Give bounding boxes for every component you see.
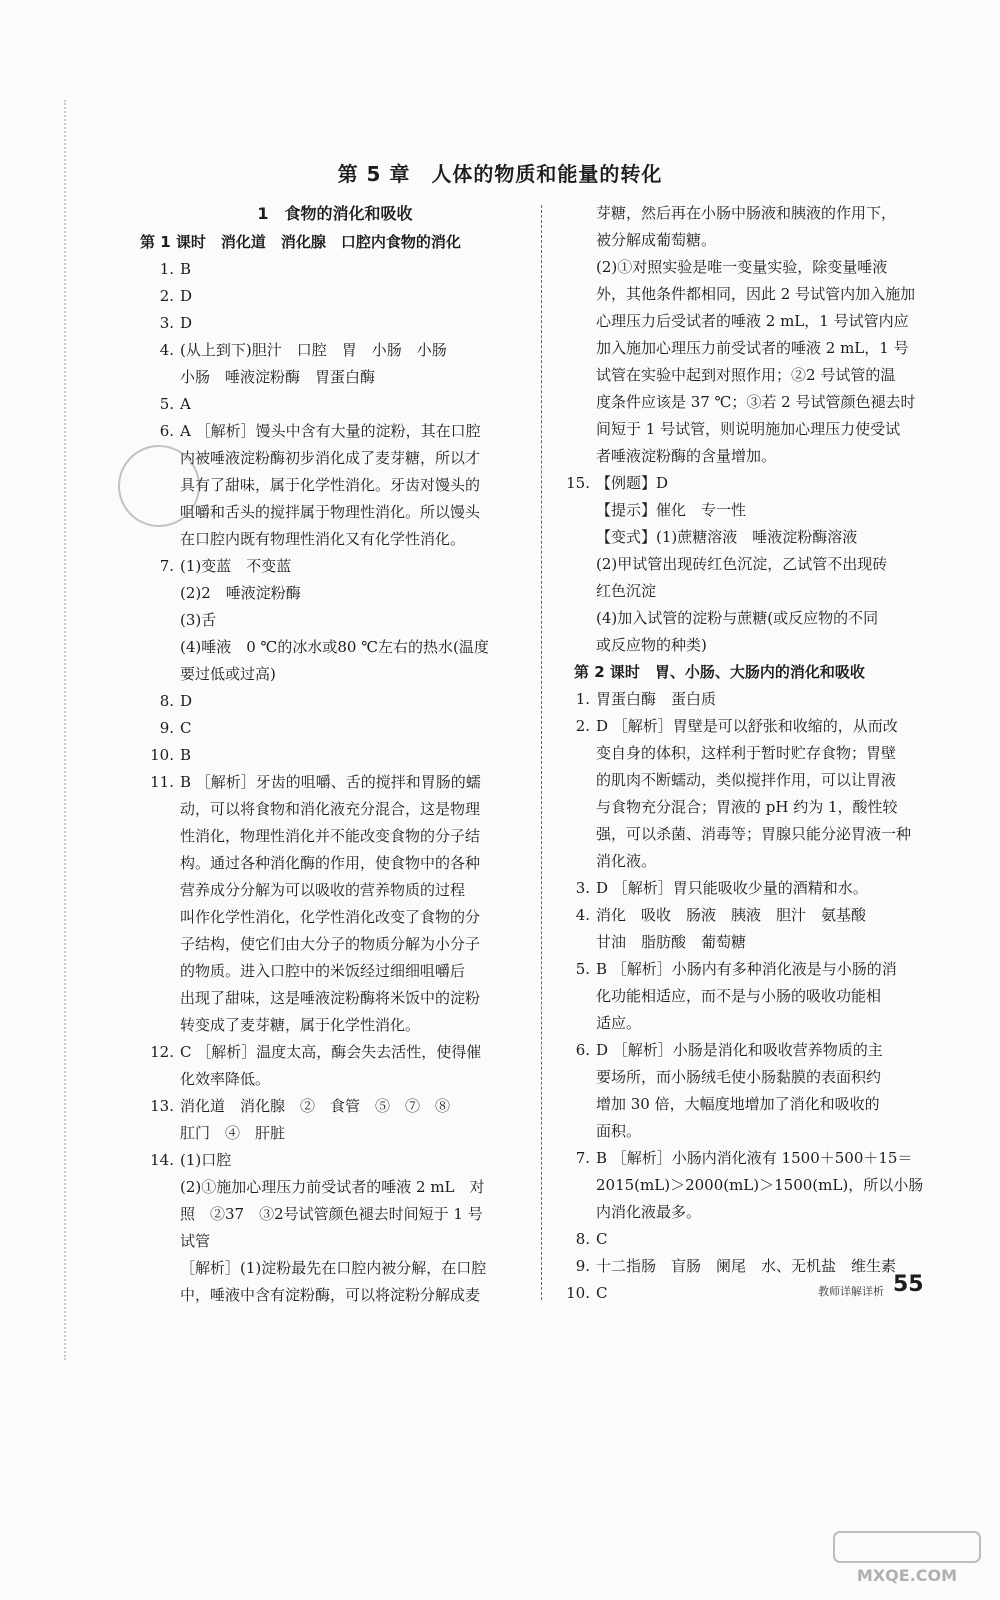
answer-number: 2. xyxy=(159,287,174,305)
answer-item xyxy=(556,686,956,713)
continued-line: 芽糖，然后再在小肠中肠液和胰液的作用下， xyxy=(596,204,897,222)
answer-line: 甘油 脂肪酸 葡萄糖 xyxy=(596,933,747,951)
answer-line: (4)加入试管的淀粉与蔗糖(或反应物的不同 xyxy=(596,609,879,627)
answer-line: 具有了甜味，属于化学性消化。牙齿对馒头的 xyxy=(180,476,481,494)
lesson-title: 第 2 课时 胃、小肠、大肠内的消化和吸收 xyxy=(574,663,865,681)
answer-line: 营养成分分解为可以吸收的营养物质的过程 xyxy=(180,881,466,899)
answer-number: 4. xyxy=(159,341,174,359)
answer-item xyxy=(556,1226,956,1253)
answer-item xyxy=(556,956,956,1037)
answer-line: ［解析］(1)淀粉最先在口腔内被分解，在口腔 xyxy=(180,1259,487,1277)
answer-number: 8. xyxy=(159,692,174,710)
answer-item xyxy=(140,742,530,769)
continued-line: 心理压力后受试者的唾液 2 mL，1 号试管内应 xyxy=(596,312,909,330)
answer-number: 7. xyxy=(159,557,174,575)
answer-item xyxy=(556,470,956,659)
answer-number: 5. xyxy=(159,395,174,413)
scan-edge-marks xyxy=(64,100,72,1360)
answer-line: 的物质。进入口腔中的米饭经过细细咀嚼后 xyxy=(180,962,466,980)
chapter-title: 第 5 章 人体的物质和能量的转化 xyxy=(337,162,663,186)
answer-line: 要场所，而小肠绒毛使小肠黏膜的表面积约 xyxy=(596,1068,882,1086)
answer-text xyxy=(596,902,956,956)
answer-line: 内消化液最多。 xyxy=(596,1203,702,1221)
answer-line: (2)2 唾液淀粉酶 xyxy=(180,584,301,602)
answer-item xyxy=(140,310,530,337)
answer-line: 出现了甜味，这是唾液淀粉酶将米饭中的淀粉 xyxy=(180,989,481,1007)
answer-number: 6. xyxy=(159,422,174,440)
answer-text: D xyxy=(180,287,193,305)
answer-text: A xyxy=(180,395,191,413)
answer-text xyxy=(596,956,956,1037)
answer-line: 【例题】D xyxy=(596,474,669,492)
answer-line: 与食物充分混合；胃液的 pH 约为 1，酸性较 xyxy=(596,798,898,816)
answer-number: 15. xyxy=(566,474,590,492)
answer-item xyxy=(556,1037,956,1145)
answer-line: 化效率降低。 xyxy=(180,1070,271,1088)
answer-item xyxy=(556,1145,956,1226)
answer-item xyxy=(140,715,530,742)
answer-item xyxy=(140,769,530,1039)
answer-line: 在口腔内既有物理性消化又有化学性消化。 xyxy=(180,530,466,548)
answer-text xyxy=(180,337,530,391)
answer-item xyxy=(556,902,956,956)
answer-line: 的肌肉不断蠕动，类似搅拌作用，可以让胃液 xyxy=(596,771,897,789)
continued-line: 被分解成葡萄糖。 xyxy=(596,231,717,249)
answer-number: 1. xyxy=(159,260,174,278)
answer-text: D xyxy=(180,692,193,710)
answer-number: 5. xyxy=(575,960,590,978)
answer-line: 【变式】(1)蔗糖溶液 唾液淀粉酶溶液 xyxy=(596,528,858,546)
answer-line: 适应。 xyxy=(596,1014,642,1032)
answer-number: 8. xyxy=(575,1230,590,1248)
answer-item xyxy=(140,1093,530,1147)
answer-text xyxy=(180,769,530,1039)
section-title: 1 食物的消化和吸收 xyxy=(257,204,413,223)
answer-number: 13. xyxy=(150,1097,174,1115)
continued-line: 加入施加心理压力前受试者的唾液 2 mL，1 号 xyxy=(596,339,909,357)
answer-number: 11. xyxy=(150,773,174,791)
answer-line: 要过低或过高) xyxy=(180,665,276,683)
answer-number: 4. xyxy=(575,906,590,924)
answer-number: 10. xyxy=(150,746,174,764)
answer-text xyxy=(596,1037,956,1145)
answer-text: B xyxy=(180,260,192,278)
continued-line: 者唾液淀粉酶的含量增加。 xyxy=(596,447,777,465)
answer-line: A ［解析］馒头中含有大量的淀粉，其在口腔 xyxy=(180,422,481,440)
answer-line: 增加 30 倍，大幅度地增加了消化和吸收的 xyxy=(596,1095,880,1113)
answer-text xyxy=(596,1145,956,1226)
answer-text: D ［解析］胃只能吸收少量的酒精和水。 xyxy=(596,879,868,897)
answer-line: 子结构，使它们由大分子的物质分解为小分子 xyxy=(180,935,481,953)
answer-line: 照 ②37 ③2号试管颜色褪去时间短于 1 号 xyxy=(180,1205,483,1223)
continued-line: (2)①对照实验是唯一变量实验，除变量唾液 xyxy=(596,258,888,276)
answer-line: (1)变蓝 不变蓝 xyxy=(180,557,292,575)
answer-line: 消化 吸收 肠液 胰液 胆汁 氨基酸 xyxy=(596,906,867,924)
answer-item xyxy=(140,688,530,715)
answer-number: 9. xyxy=(575,1257,590,1275)
answer-text: B xyxy=(180,746,192,764)
answer-line: B ［解析］小肠内有多种消化液是与小肠的消 xyxy=(596,960,897,978)
answer-item xyxy=(556,713,956,875)
answer-number: 10. xyxy=(566,1284,590,1302)
answer-line: 性消化，物理性消化并不能改变食物的分子结 xyxy=(180,827,481,845)
answer-line: 红色沉淀 xyxy=(596,582,657,600)
answer-line: (2)甲试管出现砖红色沉淀，乙试管不出现砖 xyxy=(596,555,888,573)
answer-text xyxy=(180,1039,530,1093)
answer-line: (3)舌 xyxy=(180,611,217,629)
answer-item xyxy=(140,391,530,418)
answer-line: 消化道 消化腺 ② 食管 ⑤ ⑦ ⑧ xyxy=(180,1097,451,1115)
answer-line: 中，唾液中含有淀粉酶，可以将淀粉分解成麦 xyxy=(180,1286,481,1304)
answer-number: 3. xyxy=(575,879,590,897)
answer-text xyxy=(180,1147,530,1309)
answer-line: 小肠 唾液淀粉酶 胃蛋白酶 xyxy=(180,368,376,386)
continued-line: 外，其他条件都相同，因此 2 号试管内加入施加 xyxy=(596,285,916,303)
column-divider xyxy=(541,205,542,1300)
continued-line: 度条件应该是 37 ℃；③若 2 号试管颜色褪去时 xyxy=(596,393,916,411)
answer-item xyxy=(140,1039,530,1093)
answer-text: 胃蛋白酶 蛋白质 xyxy=(596,690,717,708)
answer-line: 肛门 ④ 肝脏 xyxy=(180,1124,286,1142)
lesson-title: 第 1 课时 消化道 消化腺 口腔内食物的消化 xyxy=(140,233,461,251)
footer-label: 教师详解详析 xyxy=(818,1285,884,1298)
answer-text xyxy=(180,1093,530,1147)
answer-item xyxy=(140,337,530,391)
answer-line: (4)唾液 0 ℃的冰水或80 ℃左右的热水(温度 xyxy=(180,638,489,656)
left-column xyxy=(140,200,530,1309)
answer-text xyxy=(180,553,530,688)
answer-number: 12. xyxy=(150,1043,174,1061)
answer-text: C xyxy=(596,1230,608,1248)
answer-text xyxy=(596,713,956,875)
answer-line: 咀嚼和舌头的搅拌属于物理性消化。所以馒头 xyxy=(180,503,481,521)
watermark-text: MXQE.COM xyxy=(856,1566,958,1585)
continued-line: 间短于 1 号试管，则说明施加心理压力使受试 xyxy=(596,420,901,438)
page-number: 55 xyxy=(893,1272,924,1297)
answer-item xyxy=(140,256,530,283)
answer-number: 14. xyxy=(150,1151,174,1169)
answer-number: 6. xyxy=(575,1041,590,1059)
answer-line: B ［解析］牙齿的咀嚼、舌的搅拌和胃肠的蠕 xyxy=(180,773,481,791)
answer-number: 3. xyxy=(159,314,174,332)
continued-line: 试管在实验中起到对照作用；②2 号试管的温 xyxy=(596,366,896,384)
answer-number: 2. xyxy=(575,717,590,735)
answer-line: 2015(mL)＞2000(mL)＞1500(mL)，所以小肠 xyxy=(596,1176,924,1194)
answer-text: 十二指肠 盲肠 阑尾 水、无机盐 维生素 xyxy=(596,1257,897,1275)
answer-line: 或反应物的种类) xyxy=(596,636,707,654)
answer-line: 面积。 xyxy=(596,1122,642,1140)
answer-line: 转变成了麦芽糖，属于化学性消化。 xyxy=(180,1016,421,1034)
answer-item xyxy=(140,553,530,688)
answer-line: 消化液。 xyxy=(596,852,657,870)
answer-item xyxy=(556,875,956,902)
answer-text xyxy=(596,470,956,659)
answer-text: D xyxy=(180,314,193,332)
answer-line: (从上到下)胆汁 口腔 胃 小肠 小肠 xyxy=(180,341,447,359)
answer-item xyxy=(140,283,530,310)
answer-text: C xyxy=(596,1284,608,1302)
answer-line: (1)口腔 xyxy=(180,1151,232,1169)
answer-line: D ［解析］胃壁是可以舒张和收缩的，从而改 xyxy=(596,717,898,735)
answer-text: C xyxy=(180,719,192,737)
answer-item xyxy=(140,1147,530,1309)
answer-line: 强，可以杀菌、消毒等；胃腺只能分泌胃液一种 xyxy=(596,825,912,843)
answer-number: 7. xyxy=(575,1149,590,1167)
answer-line: 动，可以将食物和消化液充分混合，这是物理 xyxy=(180,800,481,818)
answer-line: 【提示】催化 专一性 xyxy=(596,501,747,519)
answer-line: 内被唾液淀粉酶初步消化成了麦芽糖，所以才 xyxy=(180,449,481,467)
answer-line: B ［解析］小肠内消化液有 1500＋500＋15＝ xyxy=(596,1149,913,1167)
answer-number: 1. xyxy=(575,690,590,708)
answer-line: 变自身的体积，这样利于暂时贮存食物；胃壁 xyxy=(596,744,897,762)
answer-line: 构。通过各种消化酶的作用，使食物中的各种 xyxy=(180,854,481,872)
answer-line: D ［解析］小肠是消化和吸收营养物质的主 xyxy=(596,1041,883,1059)
answer-line: C ［解析］温度太高，酶会失去活性，使得催 xyxy=(180,1043,482,1061)
watermark-logo xyxy=(832,1530,982,1586)
answer-line: 叫作化学性消化，化学性消化改变了食物的分 xyxy=(180,908,481,926)
answer-line: 试管 xyxy=(180,1232,211,1250)
answer-line: 化功能相适应，而不是与小肠的吸收功能相 xyxy=(596,987,882,1005)
right-column xyxy=(556,200,956,1307)
answer-number: 9. xyxy=(159,719,174,737)
answer-text xyxy=(180,418,530,553)
answer-line: (2)①施加心理压力前受试者的唾液 2 mL 对 xyxy=(180,1178,485,1196)
